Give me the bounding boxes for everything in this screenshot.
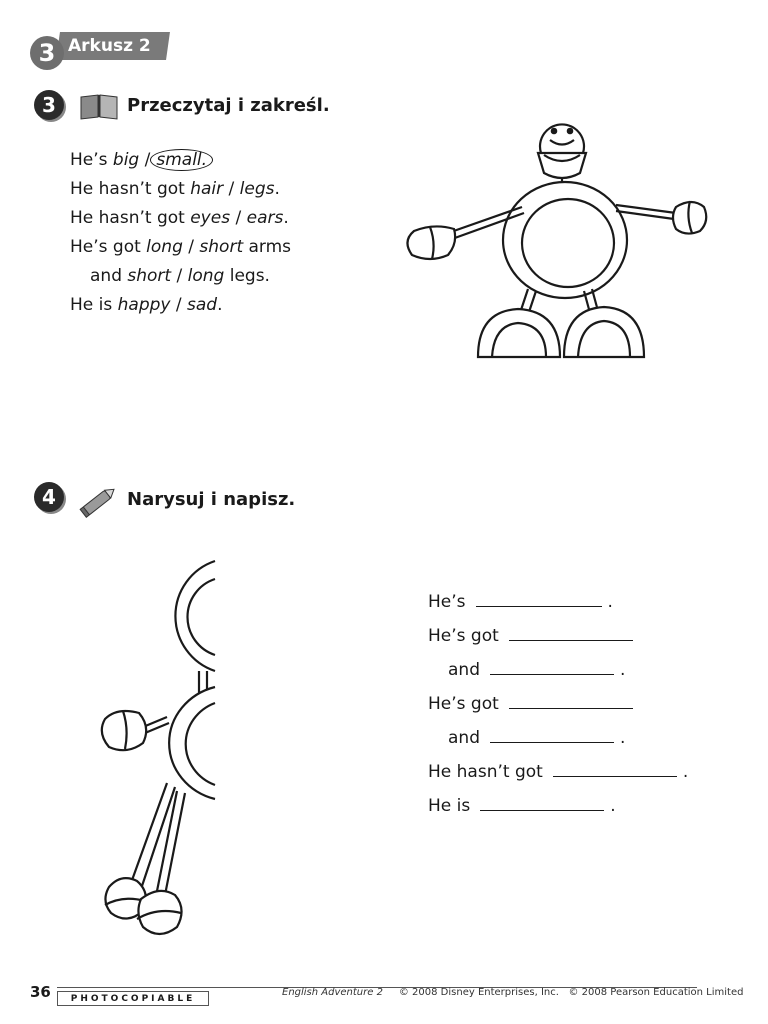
exercise-3-number: 3	[34, 90, 64, 120]
sentence-5: and short / long legs.	[90, 266, 270, 286]
sentence-4: He’s got long / short arms	[70, 237, 292, 257]
answer-blank[interactable]	[553, 760, 677, 777]
robot-illustration	[400, 115, 720, 365]
sheet-label-text: Arkusz 2	[68, 36, 151, 56]
exercise-3-title: Przeczytaj i zakreśl.	[127, 95, 330, 116]
exercise-4-number: 4	[34, 482, 64, 512]
answer-blank[interactable]	[480, 794, 604, 811]
answer-blank[interactable]	[490, 726, 614, 743]
pencil-icon	[78, 482, 120, 520]
writing-line-1: He’s .	[428, 592, 613, 612]
writing-line-7: He is .	[428, 796, 616, 816]
copyright-disney: © 2008 Disney Enterprises, Inc.	[398, 987, 559, 998]
exercise-4-writing-area	[428, 585, 688, 823]
sentence-2: He hasn’t got hair / legs.	[70, 179, 280, 199]
answer-blank[interactable]	[490, 658, 614, 675]
writing-line-4: He’s got	[428, 687, 688, 721]
answer-blank[interactable]	[509, 624, 633, 641]
exercise-3-sentences	[70, 146, 291, 320]
sentence-1: He’s big / small.	[70, 146, 291, 175]
half-robot-drawing[interactable]	[95, 555, 225, 945]
writing-line-2: He’s got	[428, 619, 688, 653]
writing-line-3: and .	[448, 660, 626, 680]
exercise-4-title: Narysuj i napisz.	[127, 489, 296, 510]
sentence-3: He hasn’t got eyes / ears.	[70, 208, 289, 228]
circled-answer: small.	[150, 149, 213, 171]
answer-blank[interactable]	[509, 692, 633, 709]
book-title: English Adventure 2	[282, 987, 383, 998]
footer-credits	[282, 987, 743, 998]
sentence-6: He is happy / sad.	[70, 295, 223, 315]
sheet-label	[56, 32, 170, 60]
book-icon	[80, 94, 118, 120]
answer-blank[interactable]	[476, 590, 602, 607]
unit-number-badge: 3	[30, 36, 64, 70]
photocopiable-label: PHOTOCOPIABLE	[57, 991, 209, 1006]
writing-line-6: He hasn’t got .	[428, 762, 689, 782]
writing-line-5: and .	[448, 728, 626, 748]
copyright-pearson: © 2008 Pearson Education Limited	[568, 987, 744, 998]
page-number: 36	[30, 983, 51, 1001]
